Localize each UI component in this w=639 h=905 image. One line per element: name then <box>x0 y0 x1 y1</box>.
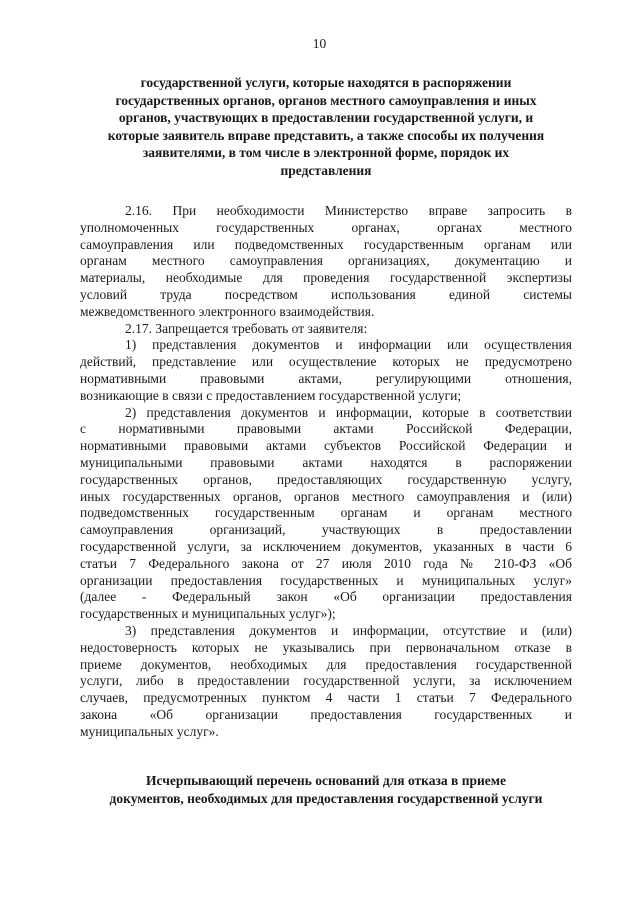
text-line: государственной услуги, за исключением документов, указанных в части 6 <box>80 538 572 554</box>
text-line: 3) представления документов и информации, отсутствие и (или) <box>125 622 572 638</box>
list-item-3 <box>80 623 572 741</box>
text-line: услуги, либо в предоставлении государственной услуги, за исключением <box>80 673 572 689</box>
text-line: организации предоставления государственных и муниципальных услуг» <box>80 572 572 588</box>
text-line: муниципальных услуг». <box>80 723 219 739</box>
text-line: государственных органов, предоставляющих государственную услугу, <box>80 471 572 487</box>
text-line: уполномоченных государственных органах, органах местного <box>80 219 572 235</box>
text-line: условий труда посредством использования единой системы <box>80 286 572 302</box>
text-line: самоуправления организаций, участвующих в предоставлении <box>80 522 572 538</box>
text-line: с нормативными правовыми актами Российской Федерации, <box>80 421 572 437</box>
text-line: нормативными правовыми актами, регулирующими отношения, <box>80 370 572 386</box>
text-line: 2.17. Запрещается требовать от заявителя: <box>125 320 368 336</box>
heading-line: Исчерпывающий перечень оснований для отказа в приеме <box>146 773 506 788</box>
text-line: муниципальными правовыми актами находятся в распоряжении <box>80 454 572 470</box>
text-line: материалы, необходимые для проведения государственной экспертизы <box>80 270 572 286</box>
heading-line: которые заявитель вправе представить, а также способы их получения <box>107 127 545 143</box>
page-number: 10 <box>312 36 327 51</box>
list-item-1 <box>80 337 572 404</box>
heading-line: органов, участвующих в предоставлении государственной услуги, и <box>118 110 534 125</box>
text-line: 2.16. При необходимости Министерство вправе запросить в <box>125 203 572 218</box>
text-line: иных государственных органов, органов местного самоуправления и (или) <box>80 488 572 504</box>
body-text <box>80 203 572 741</box>
text-line: 1) представления документов и информации или осуществления <box>125 337 572 353</box>
text-line: государственных и муниципальных услуг»); <box>80 606 336 622</box>
heading-line: государственной услуги, которые находятся в распоряжении <box>140 75 512 90</box>
text-line: возникающие в связи с предоставлением государственной услуги; <box>80 387 462 403</box>
text-line: недостоверность которых не указывались при первоначальном отказе в <box>80 639 572 655</box>
text-line: приеме документов, необходимых для предоставления государственной <box>80 656 572 672</box>
section-heading-bottom <box>80 772 572 807</box>
text-line: органам местного самоуправления организациях, документацию и <box>80 253 572 269</box>
heading-line: государственных органов, органов местного самоуправления и иных <box>115 92 537 108</box>
text-line: межведомственного электронного взаимодействия. <box>80 303 375 319</box>
section-heading-top <box>80 74 572 179</box>
text-line: нормативными правовыми актами субъектов Российской Федерации и <box>80 438 572 454</box>
text-line: статьи 7 Федерального закона от 27 июля 2010 года № 210-ФЗ «Об <box>80 555 572 571</box>
list-item-2 <box>80 405 572 623</box>
heading-line: документов, необходимых для предоставления государственной услуги <box>109 790 543 806</box>
text-line: действий, представление или осуществление которых не предусмотрено <box>80 354 572 370</box>
paragraph-2-17 <box>80 321 572 338</box>
text-line: 2) представления документов и информации, которые в соответствии <box>125 404 572 420</box>
text-line: случаев, предусмотренных пунктом 4 части 1 статьи 7 Федерального <box>80 690 572 706</box>
heading-line: заявителями, в том числе в электронной форме, порядок их <box>142 145 510 160</box>
heading-line: представления <box>280 162 372 178</box>
text-line: самоуправления или подведомственных государственным органам или <box>80 236 572 252</box>
text-line: подведомственных государственным органам и органам местного <box>80 505 572 521</box>
text-line: закона «Об организации предоставления государственных и <box>80 706 572 722</box>
paragraph-2-16 <box>80 203 572 321</box>
text-line: (далее - Федеральный закон «Об организации предоставления <box>80 589 572 605</box>
